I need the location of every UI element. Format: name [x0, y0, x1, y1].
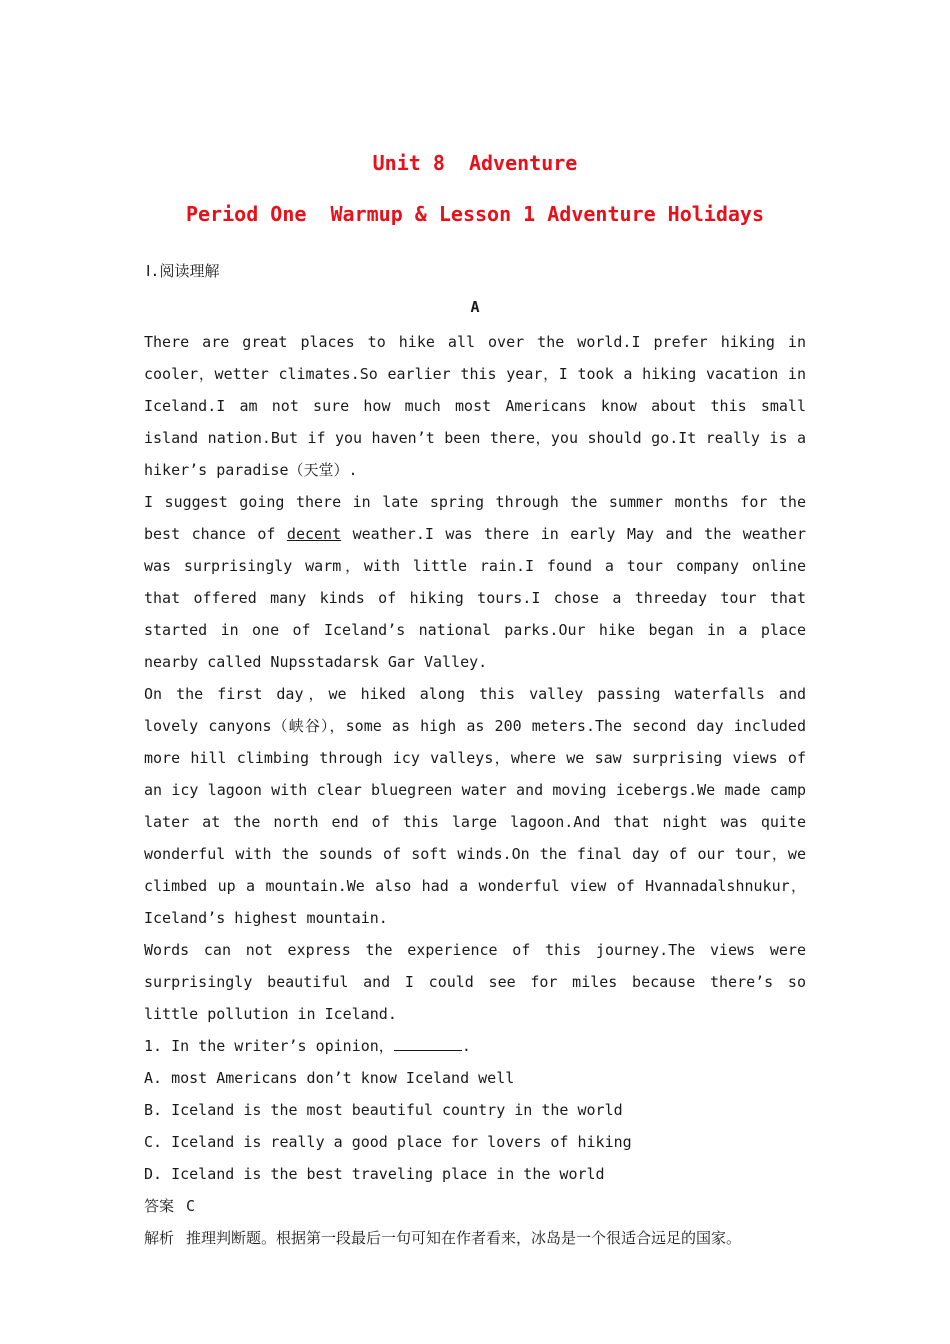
section-heading: Ⅰ.阅读理解	[146, 262, 220, 280]
passage-body	[144, 326, 806, 1254]
answer-value: C	[186, 1197, 196, 1215]
underlined-word: decent	[286, 525, 342, 543]
paragraph-4: Words can not express the experience of this journey.The views were surprisingly beautiful and I could see for miles because there’s so little pollution in Iceland.	[144, 941, 806, 1023]
analysis-line	[144, 1222, 806, 1254]
question-stem-end: .	[461, 1037, 471, 1055]
paragraph-2-text-a: I suggest going there in late spring through the summer months for the best chance of	[144, 493, 806, 543]
answer-label: 答案	[144, 1197, 175, 1215]
paragraph-3: On the first day，we hiked along this valley passing waterfalls and lovely canyons（峡谷），some as high as 200 meters.The second day included more hill climbing through icy valleys，where we saw surprising views of an icy lagoon with clear bluegreen water and moving icebergs.We made camp later at the north end of this large lagoon.And that night was quite wonderful with the sounds of soft winds.On the final day of our tour，we climbed up a mountain.We also had a wonderful view of Hvannadalshnukur，Iceland’s highest mountain.	[144, 685, 806, 927]
question-stem	[144, 1030, 806, 1062]
passage-label: A	[470, 298, 480, 316]
option-a: A. most Americans don’t know Iceland well	[144, 1069, 515, 1087]
analysis-label: 解析	[144, 1229, 175, 1247]
paragraph-1: There are great places to hike all over the world.I prefer hiking in cooler，wetter climates.So earlier this year，I took a hiking vacation in Iceland.I am not sure how much most Americans know about this small island nation.But if you haven’t been there，you should go.It really is a hiker’s paradise（天堂）.	[144, 333, 806, 479]
paragraph-2	[144, 486, 806, 678]
question-stem-text: 1. In the writer’s opinion，	[144, 1037, 394, 1055]
paragraph-2-text-b: weather.I was there in early May and the weather was surprisingly warm，with little rain.I found a tour company online that offered many kinds of hiking tours.I chose a threeday tour that started in one of Iceland’s national parks.Our hike began in a place nearby called Nupsstadarsk Gar Valley.	[144, 525, 806, 671]
option-b: B. Iceland is the most beautiful country in the world	[144, 1101, 623, 1119]
answer-line	[144, 1190, 806, 1222]
answer-blank	[394, 1034, 462, 1051]
unit-title: Unit 8 Adventure	[372, 151, 578, 175]
period-title: Period One Warmup & Lesson 1 Adventure Holidays	[186, 202, 764, 226]
option-d: D. Iceland is the best traveling place in the world	[144, 1165, 605, 1183]
analysis-text: 推理判断题。根据第一段最后一句可知在作者看来，冰岛是一个很适合远足的国家。	[186, 1229, 742, 1247]
option-c: C. Iceland is really a good place for lovers of hiking	[144, 1133, 632, 1151]
